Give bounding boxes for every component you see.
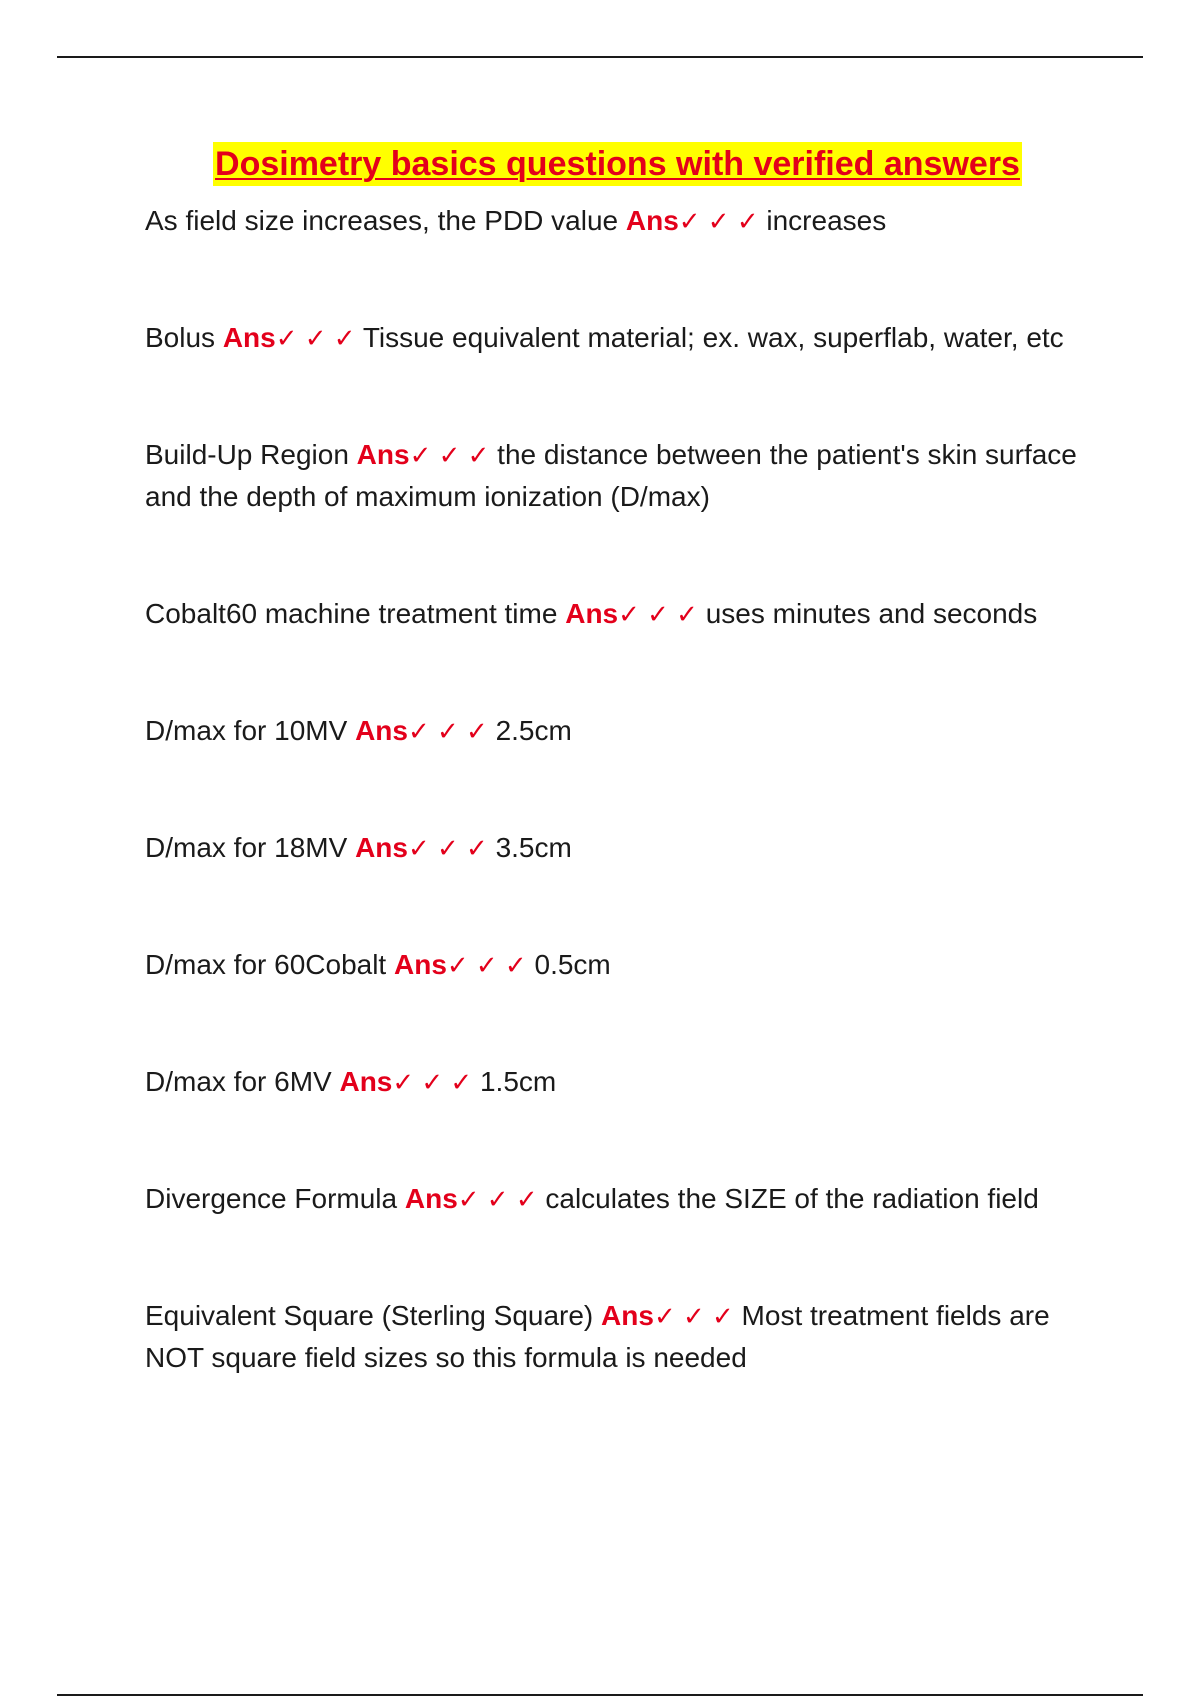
title-wrap [145,142,1090,186]
answer-marker: Ans [339,1066,393,1097]
qa-item [145,434,1090,518]
qa-answer: calculates the SIZE of the radiation field [545,1183,1039,1214]
qa-item [145,593,1090,635]
qa-term: Divergence Formula [145,1183,398,1214]
qa-term: D/max for 10MV [145,715,348,746]
check-marks-icon: ✓ ✓ ✓ [618,599,698,629]
qa-term: As field size increases, the PDD value [145,205,619,236]
check-marks-icon: ✓ ✓ ✓ [409,440,490,470]
qa-item [145,317,1090,359]
document-title: Dosimetry basics questions with verified answers [213,142,1022,186]
qa-answer: the distance between the patient's skin surface and the depth of maximum ionization (D/max) [145,439,1077,512]
qa-answer: 3.5cm [495,832,572,863]
check-marks-icon: ✓ ✓ ✓ [457,1184,538,1214]
check-marks-icon: ✓ ✓ ✓ [653,1301,734,1331]
qa-term: D/max for 18MV [145,832,348,863]
qa-item [145,1178,1090,1220]
footer-rule [57,1694,1143,1696]
check-marks-icon: ✓ ✓ ✓ [678,206,759,236]
qa-list [145,200,1090,1379]
qa-answer: Tissue equivalent material; ex. wax, superflab, water, etc [362,322,1064,353]
qa-item [145,710,1090,752]
check-marks-icon: ✓ ✓ ✓ [392,1067,473,1097]
qa-item [145,1061,1090,1103]
qa-term: Bolus [145,322,216,353]
check-marks-icon: ✓ ✓ ✓ [275,323,356,353]
qa-term: D/max for 60Cobalt [145,949,387,980]
answer-marker: Ans [601,1300,654,1331]
qa-answer: uses minutes and seconds [705,598,1038,629]
qa-answer: 1.5cm [479,1066,557,1097]
answer-marker: Ans [355,715,408,746]
qa-answer: 0.5cm [534,949,611,980]
check-marks-icon: ✓ ✓ ✓ [407,833,488,863]
answer-marker: Ans [356,439,410,470]
qa-item [145,200,1090,242]
check-marks-icon: ✓ ✓ ✓ [407,716,488,746]
answer-marker: Ans [222,322,276,353]
answer-marker: Ans [565,598,619,629]
answer-marker: Ans [625,205,679,236]
qa-answer: Most treatment fields are NOT square field sizes so this formula is needed [145,1300,1050,1373]
qa-term: Equivalent Square (Sterling Square) [145,1300,594,1331]
header-rule [57,56,1143,58]
qa-answer: 2.5cm [495,715,572,746]
qa-item [145,827,1090,869]
qa-item [145,1295,1090,1379]
qa-term: Build-Up Region [145,439,349,470]
qa-term: D/max for 6MV [145,1066,332,1097]
answer-marker: Ans [394,949,447,980]
answer-marker: Ans [404,1183,458,1214]
check-marks-icon: ✓ ✓ ✓ [446,950,527,980]
document-page [145,142,1090,1454]
qa-item [145,944,1090,986]
qa-term: Cobalt60 machine treatment time [145,598,558,629]
answer-marker: Ans [355,832,408,863]
qa-answer: increases [766,205,887,236]
